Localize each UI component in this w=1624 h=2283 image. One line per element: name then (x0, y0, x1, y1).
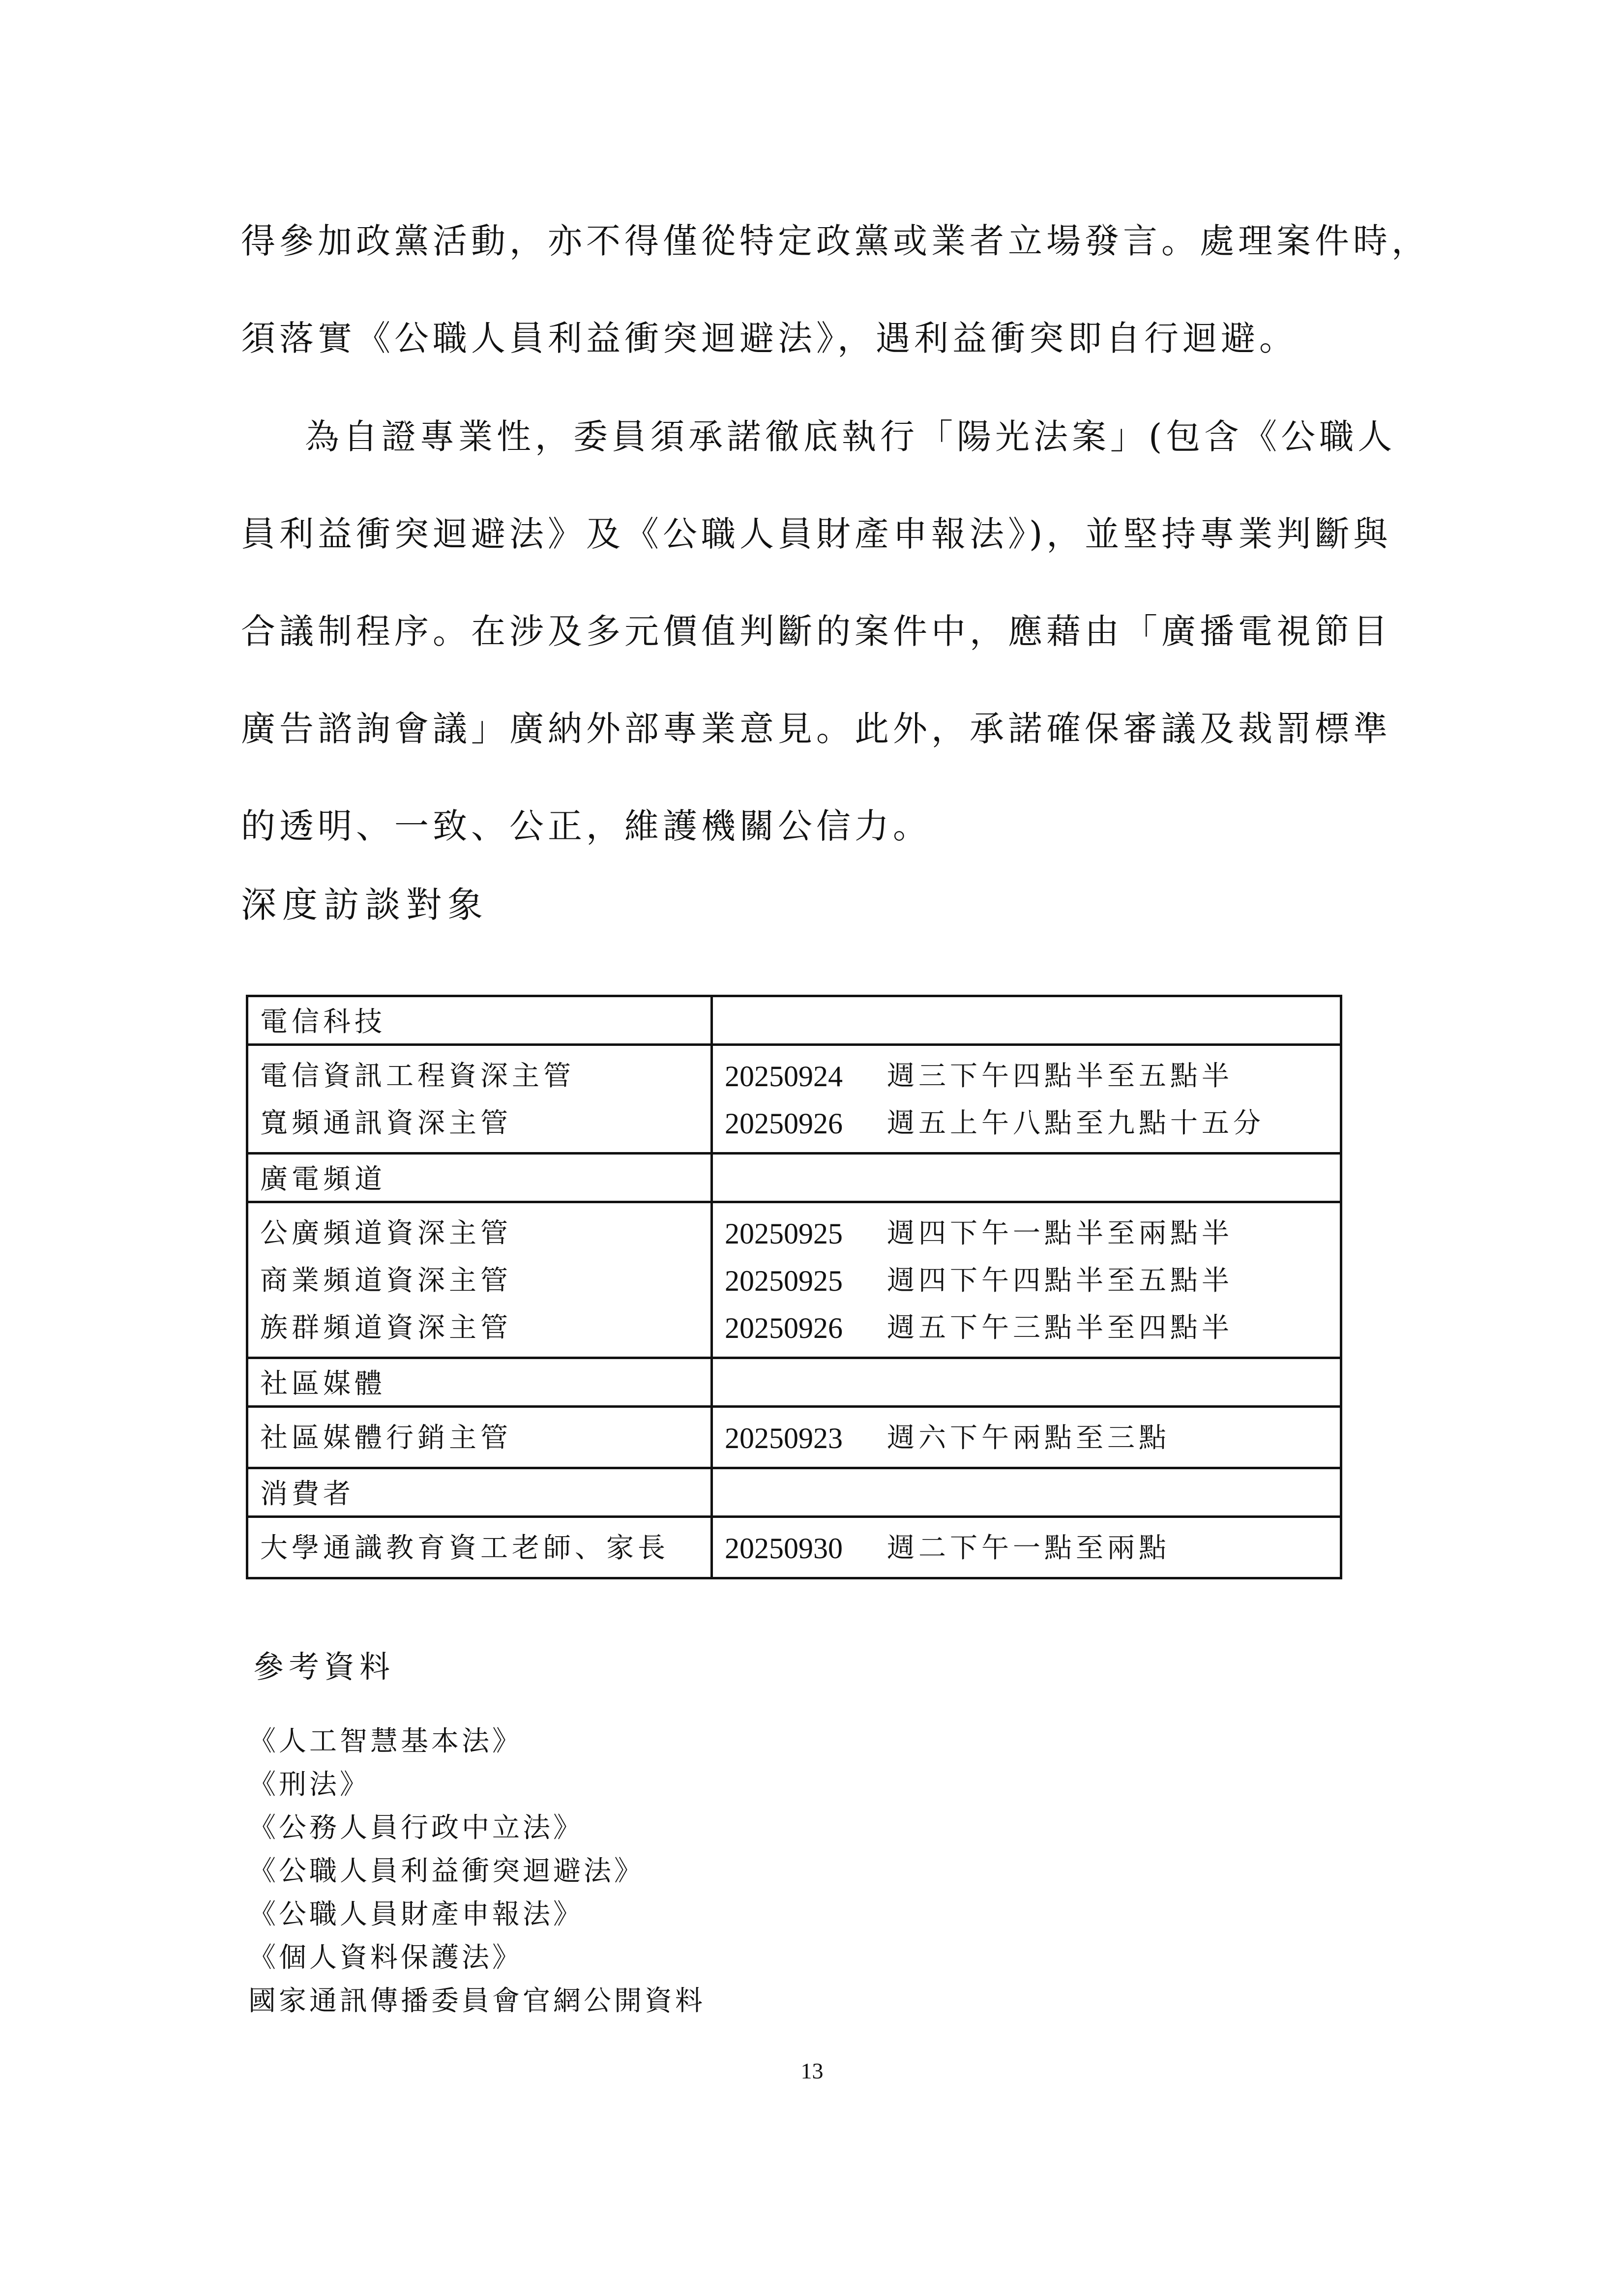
roles-cell (247, 1045, 712, 1154)
interview-date: 20250925 (725, 1217, 843, 1250)
role-label: 大學通識教育資工老師、家長 (260, 1532, 669, 1564)
schedule-entry (725, 1415, 1330, 1462)
reference-item: 國家通訊傳播委員會官網公開資料 (248, 1985, 706, 2017)
interview-time: 週五下午三點半至四點半 (887, 1312, 1233, 1344)
interview-time: 週三下午四點半至五點半 (887, 1060, 1233, 1092)
group-title-cell (247, 1358, 712, 1407)
interview-time: 週二下午一點至兩點 (887, 1532, 1170, 1564)
paragraph-1-line-1: 得參加政黨活動，亦不得僅從特定政黨或業者立場發言。處理案件時， (241, 221, 1430, 261)
empty-cell (712, 996, 1341, 1045)
paragraph-2-line-5: 的透明、一致、公正，維護機關公信力。 (241, 806, 931, 846)
role-label: 公廣頻道資深主管 (260, 1217, 512, 1249)
interview-date: 20250926 (725, 1107, 843, 1140)
interview-date: 20250923 (725, 1422, 843, 1454)
schedule-entry (725, 1053, 1330, 1100)
schedule-cell (712, 1517, 1341, 1578)
interview-time: 週六下午兩點至三點 (887, 1422, 1170, 1454)
table-group-header (247, 996, 1341, 1045)
schedule-cell (712, 1407, 1341, 1468)
roles-cell (247, 1517, 712, 1578)
schedule-entry (725, 1257, 1330, 1305)
schedule-cell (712, 1202, 1341, 1358)
paragraph-2-line-2: 員利益衝突迴避法》及《公職人員財產申報法》)，並堅持專業判斷與 (241, 514, 1392, 554)
group-title: 電信科技 (260, 1006, 386, 1038)
page-number: 13 (800, 2058, 824, 2083)
group-title: 社區媒體 (260, 1368, 386, 1400)
group-title-cell (247, 996, 712, 1045)
reference-item: 《公職人員財產申報法》 (248, 1898, 584, 1930)
reference-item: 《人工智慧基本法》 (248, 1725, 523, 1757)
interview-table (246, 995, 1342, 1579)
interview-date: 20250925 (725, 1265, 843, 1297)
empty-cell (712, 1154, 1341, 1202)
interview-heading: 深度訪談對象 (241, 884, 489, 925)
empty-cell (712, 1468, 1341, 1517)
group-title-cell (247, 1468, 712, 1517)
table-row (247, 1202, 1341, 1358)
schedule-entry (725, 1305, 1330, 1352)
paragraph-2-line-1: 為自證專業性，委員須承諾徹底執行「陽光法案」(包含《公職人 (305, 416, 1396, 457)
table-group-header (247, 1358, 1341, 1407)
empty-cell (712, 1358, 1341, 1407)
paragraph-1-line-2: 須落實《公職人員利益衝突迴避法》，遇利益衝突即自行迴避。 (241, 318, 1298, 358)
role-label: 寬頻通訊資深主管 (260, 1107, 512, 1139)
table-row (247, 1407, 1341, 1468)
schedule-entry (725, 1210, 1330, 1257)
reference-item: 《公職人員利益衝突迴避法》 (248, 1855, 645, 1887)
roles-cell (247, 1407, 712, 1468)
table-row (247, 1045, 1341, 1154)
interview-time: 週四下午四點半至五點半 (887, 1265, 1233, 1297)
table-row (247, 1517, 1341, 1578)
schedule-entry (725, 1100, 1330, 1147)
references-heading: 參考資料 (253, 1649, 395, 1685)
reference-item: 《個人資料保護法》 (248, 1942, 523, 1974)
schedule-cell (712, 1045, 1341, 1154)
role-label: 商業頻道資深主管 (260, 1265, 512, 1297)
paragraph-2-line-3: 合議制程序。在涉及多元價值判斷的案件中，應藉由「廣播電視節目 (241, 611, 1391, 652)
role-label: 電信資訊工程資深主管 (260, 1060, 575, 1092)
interview-date: 20250924 (725, 1060, 843, 1093)
reference-item: 《刑法》 (248, 1769, 370, 1801)
interview-date: 20250930 (725, 1532, 843, 1565)
reference-item: 《公務人員行政中立法》 (248, 1812, 584, 1844)
paragraph-2-line-4: 廣告諮詢會議」廣納外部專業意見。此外，承諾確保審議及裁罰標準 (241, 709, 1391, 749)
interview-time: 週五上午八點至九點十五分 (887, 1107, 1265, 1139)
group-title-cell (247, 1154, 712, 1202)
role-label: 族群頻道資深主管 (260, 1312, 512, 1344)
group-title: 消費者 (260, 1478, 354, 1510)
role-label: 社區媒體行銷主管 (260, 1422, 512, 1454)
interview-date: 20250926 (725, 1312, 843, 1344)
roles-cell (247, 1202, 712, 1358)
schedule-entry (725, 1525, 1330, 1572)
group-title: 廣電頻道 (260, 1163, 386, 1195)
interview-time: 週四下午一點半至兩點半 (887, 1217, 1233, 1249)
table-group-header (247, 1468, 1341, 1517)
table-group-header (247, 1154, 1341, 1202)
